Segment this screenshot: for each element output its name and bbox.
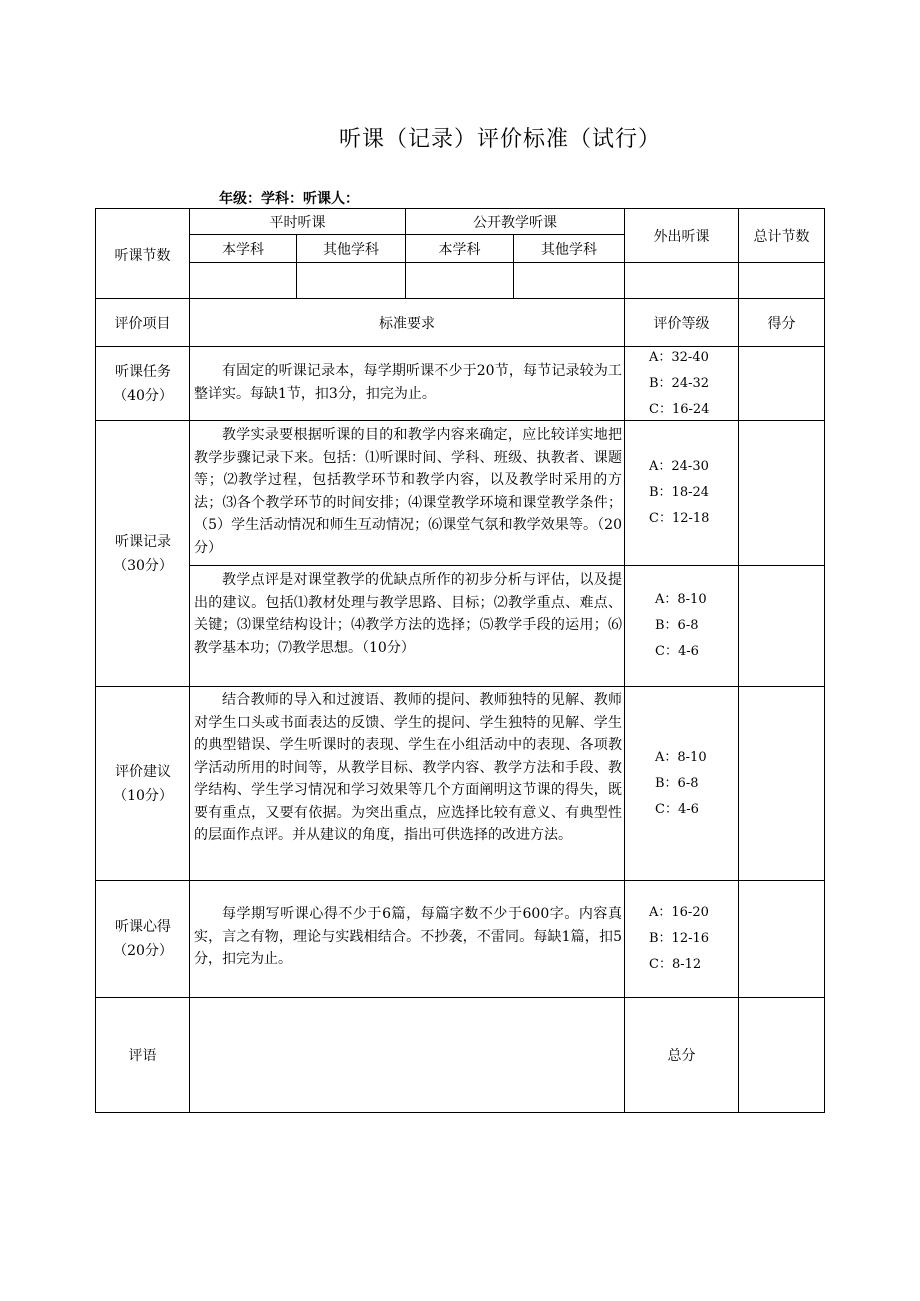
comment-label: 评语 bbox=[128, 1048, 157, 1064]
grade-a: A：8-10 bbox=[655, 749, 707, 765]
grade-c: C：4-6 bbox=[655, 644, 699, 659]
grade-b: B：18-24 bbox=[649, 485, 710, 500]
grade-a: A：16-20 bbox=[649, 905, 709, 920]
grade-a: A：24-30 bbox=[649, 459, 709, 474]
record-standard-a: 教学实录要根据听课的目的和教学内容来确定，应比较详实地把教学步骤记录下来。包括：⑴听课时间、学科、班级、执教者、课题等；⑵教学过程，包括教学环节和教学内容，以及教学时采用的方法；⑶各个教学环节的时间安排；⑷课堂教学环境和课堂教学条件；（5）学生活动情况和师生互动情况；⑹课堂气氛和教学效果等。（20分） bbox=[194, 427, 622, 556]
score-column-header: 得分 bbox=[767, 315, 796, 332]
grade-b: B：24-32 bbox=[649, 375, 710, 391]
advice-label: 评价建议（10分） bbox=[113, 763, 173, 804]
grade-b: B：6-8 bbox=[655, 618, 699, 633]
same-subject-header-2: 本学科 bbox=[438, 241, 481, 258]
total-count-header: 总计节数 bbox=[753, 228, 810, 245]
comment-field[interactable] bbox=[190, 998, 624, 1112]
insight-label: 听课心得（20分） bbox=[113, 919, 173, 959]
other-subject-header-2: 其他学科 bbox=[541, 241, 597, 258]
count-label: 听课节数 bbox=[114, 248, 171, 264]
meta-line: 年级：学科：听课人： bbox=[219, 191, 359, 207]
grade-b: B：12-16 bbox=[649, 931, 710, 946]
record-label: 听课记录（30分） bbox=[113, 533, 173, 574]
grade-b: B：6-8 bbox=[655, 775, 699, 791]
other-subject-header-1: 其他学科 bbox=[323, 241, 379, 258]
grade-c: C：4-6 bbox=[655, 801, 699, 817]
grade-a: A：8-10 bbox=[655, 592, 707, 607]
total-score-field[interactable] bbox=[739, 998, 824, 1112]
record-standard-b: 教学点评是对课堂教学的优缺点所作的初步分析与评估，以及提出的建议。包括⑴教材处理与教学思路、目标；⑵教学重点、难点、关键；⑶课堂结构设计；⑷教学方法的选择；⑸教学手段的运用；⑹教学基本功；⑺教学思想。（10分） bbox=[194, 572, 622, 656]
outside-listening-header: 外出听课 bbox=[653, 228, 710, 245]
insight-grades bbox=[625, 881, 738, 997]
page-title: 听课（记录）评价标准（试行） bbox=[338, 127, 661, 152]
item-column-header: 评价项目 bbox=[114, 315, 171, 332]
record-grades-a bbox=[625, 421, 738, 565]
grade-column-header: 评价等级 bbox=[653, 315, 710, 332]
grade-c: C：16-24 bbox=[649, 401, 710, 417]
open-listening-header: 公开教学听课 bbox=[473, 214, 557, 231]
regular-listening-header: 平时听课 bbox=[269, 214, 326, 231]
standard-column-header: 标准要求 bbox=[379, 315, 435, 332]
advice-standard: 结合教师的导入和过渡语、教师的提问、教师独特的见解、教师对学生口头或书面表达的反馈、学生的提问、学生独特的见解、学生的典型错误、学生听课时的表现、学生在小组活动中的表现、各项教学活动所用的时间等，从教学目标、教学内容、教学方法和手段、教学结构、学生学习情况和学习效果等几个方面阐明这节课的得失，既要有重点，又要有依据。为突出重点，应选择比较有意义、有典型性的层面作点评。并从建议的角度，指出可供选择的改进方法。 bbox=[194, 692, 622, 843]
task-grades bbox=[625, 347, 738, 420]
grade-c: C：12-18 bbox=[649, 511, 710, 526]
record-grades-b bbox=[625, 566, 738, 686]
same-subject-header-1: 本学科 bbox=[222, 241, 264, 258]
insight-standard: 每学期写听课心得不少于6篇，每篇字数不少于600字。内容真实，言之有物，理论与实践相结合。不抄袭，不雷同。每缺1篇，扣5分，扣完为止。 bbox=[194, 906, 622, 967]
task-label: 听课任务（40分） bbox=[113, 363, 173, 404]
task-standard: 有固定的听课记录本，每学期听课不少于20节，每节记录较为工整详实。每缺1节，扣3分，扣完为止。 bbox=[194, 363, 622, 402]
total-score-label: 总分 bbox=[667, 1048, 696, 1064]
grade-c: C：8-12 bbox=[649, 957, 702, 972]
grade-a: A：32-40 bbox=[649, 349, 709, 365]
advice-grades bbox=[625, 687, 738, 880]
